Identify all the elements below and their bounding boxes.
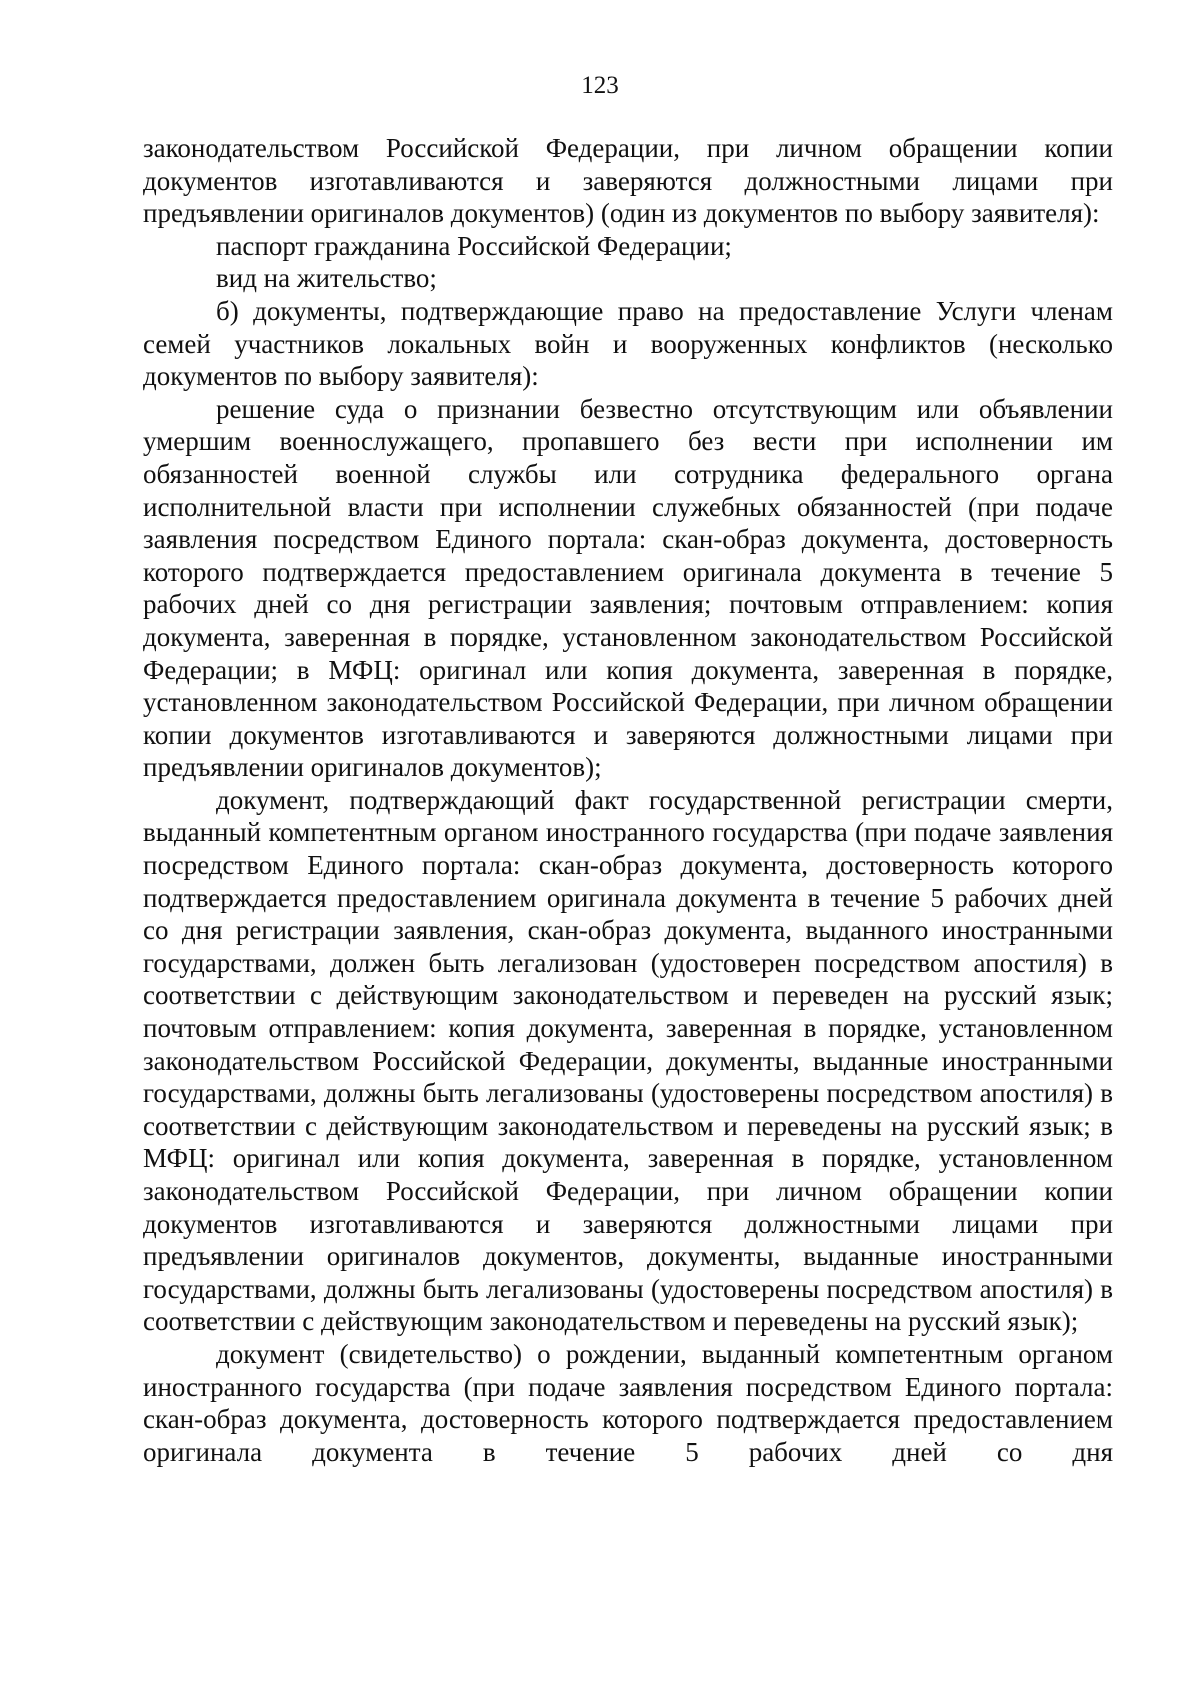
page-number: 123 [581, 72, 619, 99]
document-body [143, 132, 1113, 1468]
paragraph-family-documents: б) документы, подтверждающие право на предоставление Услуги членам семей участников локальных войн и вооруженных конфликтов (несколько документов по выбору заявителя): [143, 295, 1113, 392]
paragraph-passport: паспорт гражданина Российской Федерации; [216, 230, 732, 261]
paragraph-birth-certificate: документ (свидетельство) о рождении, выданный компетентным органом иностранного государства (при подаче заявления посредством Единого портала: скан-образ документа, достоверность которого подтверждается предоставлением оригинала документа в течение 5 рабочих дней со дня [143, 1338, 1113, 1467]
paragraph-court-decision: решение суда о признании безвестно отсутствующим или объявлении умершим военнослужащего, пропавшего без вести при исполнении им обязанностей военной службы или сотрудника федерального органа исполнительной власти при исполнении служебных обязанностей (при подаче заявления посредством Единого портала: скан-образ документа, достоверность которого подтверждается предоставлением оригинала документа в течение 5 рабочих дней со дня регистрации заявления; почтовым отправлением: копия документа, заверенная в порядке, установленном законодательством Российской Федерации; в МФЦ: оригинал или копия документа, заверенная в порядке, установленном законодательством Российской Федерации, при личном обращении копии документов изготавливаются и заверяются должностными лицами при предъявлении оригиналов документов); [143, 393, 1113, 783]
paragraph-residence-permit: вид на жительство; [216, 263, 437, 294]
paragraph-death-registration: документ, подтверждающий факт государственной регистрации смерти, выданный компетентным органом иностранного государства (при подаче заявления посредством Единого портала: скан-образ документа, достоверность которого подтверждается предоставлением оригинала документа в течение 5 рабочих дней со дня регистрации заявления, скан-образ документа, выданного иностранными государствами, должен быть легализован (удостоверен посредством апостиля) в соответствии с действующим законодательством и переведен на русский язык; почтовым отправлением: копия документа, заверенная в порядке, установленном законодательством Российской Федерации, документы, выданные иностранными государствами, должны быть легализованы (удостоверены посредством апостиля) в соответствии с действующим законодательством и переведены на русский язык; в МФЦ: оригинал или копия документа, заверенная в порядке, установленном законодательством Российской Федерации, при личном обращении копии документов изготавливаются и заверяются должностными лицами при предъявлении оригиналов документов, документы, выданные иностранными государствами, должны быть легализованы (удостоверены посредством апостиля) в соответствии с действующим законодательством и переведены на русский язык); [143, 784, 1113, 1337]
paragraph-continuation: законодательством Российской Федерации, при личном обращении копии документов изготавливаются и заверяются должностными лицами при предъявлении оригиналов документов) (один из документов по выбору заявителя): [143, 133, 1113, 229]
